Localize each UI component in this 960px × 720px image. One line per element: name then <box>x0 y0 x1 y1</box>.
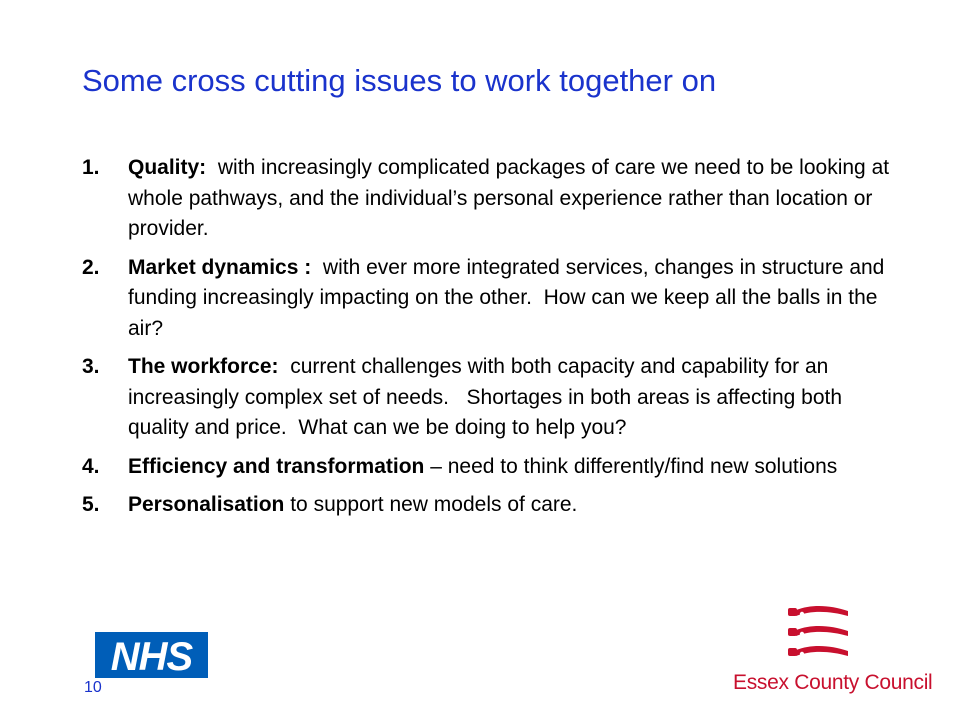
list-item <box>82 490 902 521</box>
issues-list <box>82 153 902 529</box>
item-heading: Personalisation <box>128 493 285 516</box>
item-text: to support new models of care. <box>284 493 578 516</box>
item-text: with increasingly complicated packages of care we need to be looking at whole pathways, and the individual’s personal experience rather than location or provider. <box>128 156 895 240</box>
list-item <box>82 253 902 345</box>
page-number: 10 <box>84 679 102 696</box>
item-text: with ever more integrated services, changes in structure and funding increasingly impacting on the other. How can we keep all the balls in the air? <box>128 255 891 340</box>
list-item <box>82 352 902 444</box>
item-heading: Quality: <box>128 156 207 179</box>
item-number: 4. <box>82 454 100 478</box>
slide-title: Some cross cutting issues to work together on <box>82 63 717 98</box>
item-text: – need to think differently/find new solutions <box>424 454 838 478</box>
item-number: 1. <box>82 156 100 179</box>
list-item <box>82 452 902 483</box>
item-heading: Market dynamics : <box>128 255 312 279</box>
nhs-logo-text: NHS <box>110 635 193 678</box>
item-number: 3. <box>82 355 100 378</box>
list-item <box>82 153 902 245</box>
item-text: current challenges with both capacity and capability for an increasingly complex set of needs. Shortages in both areas is affecting both quality and price. What can we be doing to help you? <box>128 355 848 439</box>
item-number: 2. <box>82 255 100 279</box>
nhs-logo <box>95 632 208 678</box>
council-name: Essex County Council <box>733 671 933 694</box>
item-number: 5. <box>82 493 100 516</box>
item-heading: The workforce: <box>128 355 279 378</box>
essex-seaxes-icon <box>782 602 856 668</box>
item-heading: Efficiency and transformation <box>128 454 425 478</box>
